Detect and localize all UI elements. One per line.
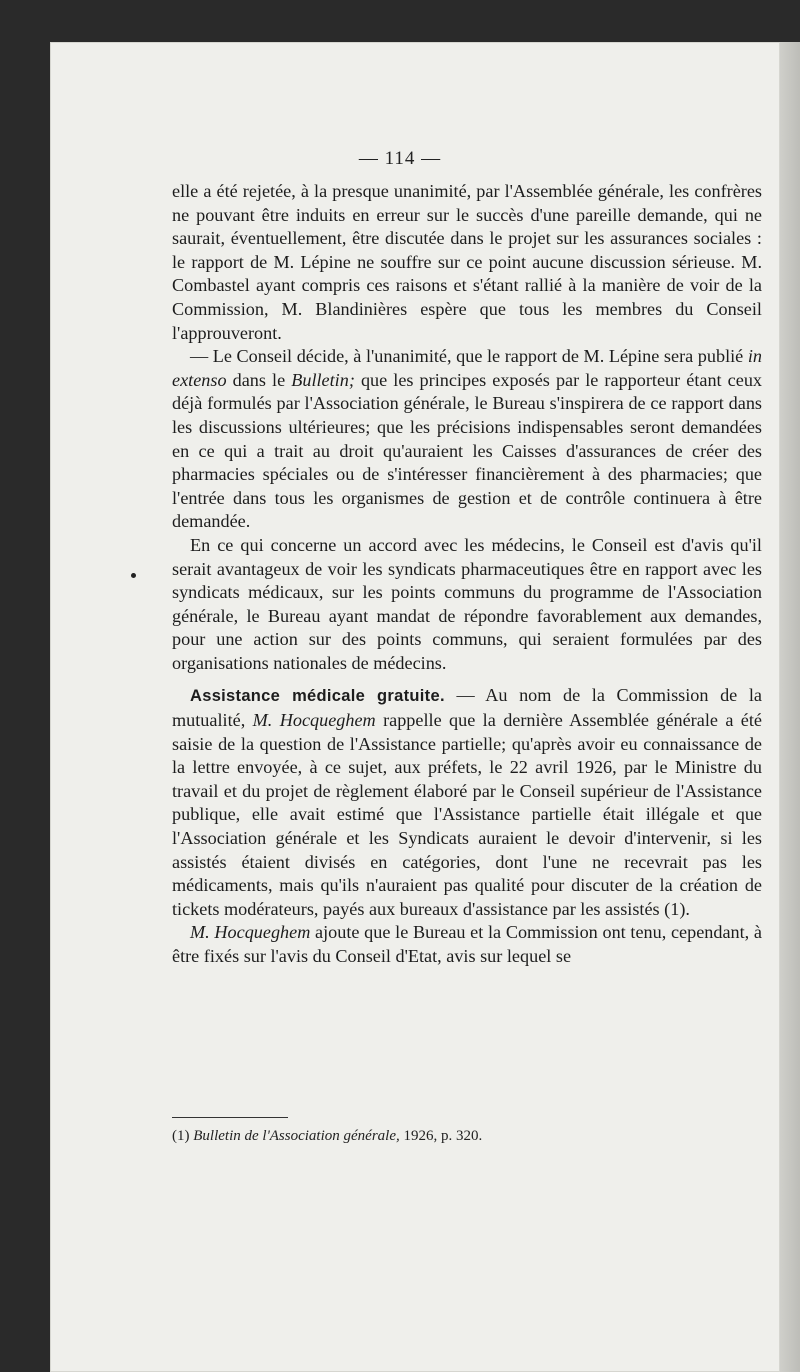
page-edge [780, 42, 800, 1372]
footnote-rule [172, 1117, 288, 1118]
paragraph-2-mid: dans le [226, 369, 292, 390]
paragraph-5 [172, 921, 762, 968]
footnote [172, 1128, 762, 1145]
paragraph-2-italic-2: Bulletin; [291, 369, 355, 390]
footnote-post: 1926, p. 320. [399, 1128, 483, 1144]
paragraph-5-post: ajoute que le Bureau et la Commission ont tenu, cependant, à être fixés sur l'avis du Conseil d'Etat, avis sur lequel se [172, 922, 762, 966]
margin-mark [131, 573, 136, 578]
paragraph-4-post: rappelle que la dernière Assemblée générale a été saisie de la question de l'Assistance partielle; qu'après avoir eu connaissance de la lettre envoyée, à ce sujet, aux préfets, le 22 avril 1926, par le Ministre du travail et du projet de règlement élaboré par le Conseil supérieur de l'Assistance publique, elle avait estimé que l'Assistance partielle était illégale et que l'Association générale et les Syndicats auraient le devoir d'intervenir, si les assistés étaient divisés en catégories, dont l'une ne recevrait pas les médicaments, mais qu'ils n'auraient pas qualité pour discuter de la création de tickets modérateurs, payés aux bureaux d'assistance par les assistés (1). [172, 710, 762, 919]
paragraph-4 [172, 684, 762, 921]
page-number: — 114 — [358, 148, 442, 169]
paragraph-1: elle a été rejetée, à la presque unanimité, par l'Assemblée générale, les confrères ne pouvant être induits en erreur sur le succès d'une pareille demande, qui ne saurait, éventuellement, être discutée dans le projet sur les assurances sociales : le rapport de M. Lépine ne souffre sur ce point aucune discussion sérieuse. M. Combastel ayant compris ces raisons et s'étant rallié à la manière de voir de la Commission, M. Blandinières espère que tous les membres du Conseil l'approuveront. [172, 181, 762, 343]
footnote-marker: (1) [172, 1128, 194, 1144]
paragraph-2-pre: — Le Conseil décide, à l'unanimité, que le rapport de M. Lépine sera publié [190, 346, 748, 367]
section-heading: Assistance médicale gratuite. [190, 687, 445, 706]
paragraph-2-post: que les principes exposés par le rapporteur étant ceux déjà formulés par l'Association générale, le Bureau s'inspirera de ce rapport dans les discussions ultérieures; que les précisions indispensables seront demandées en ce qui a trait au droit qu'auraient les Caisses d'assurances de créer des pharmacies spéciales ou de s'intéresser financièrement à des pharmacies; que l'entrée dans tous les organismes de gestion et de contrôle continuera à être demandée. [172, 369, 763, 532]
paragraph-2-italic-1: in extenso [172, 346, 762, 390]
body-text [172, 180, 762, 969]
paragraph-4-pre: — Au nom de la Commission de la mutualité, [172, 685, 762, 731]
footnote-italic: Bulletin de l'Association générale, [193, 1128, 400, 1144]
paragraph-2 [172, 345, 762, 534]
paragraph-3: En ce qui concerne un accord avec les médecins, le Conseil est d'avis qu'il serait avantageux de voir les syndicats pharmaceutiques être en rapport avec les syndicats médicaux, sur les points communs du programme de l'Association générale, le Bureau ayant mandat de répondre favorablement aux demandes, pour une action sur des points communs, qui seraient formulées par des organisations nationales de médecins. [172, 534, 762, 673]
paragraph-4-italic: M. Hocqueghem [252, 710, 376, 731]
paragraph-5-italic: M. Hocqueghem [190, 922, 311, 943]
